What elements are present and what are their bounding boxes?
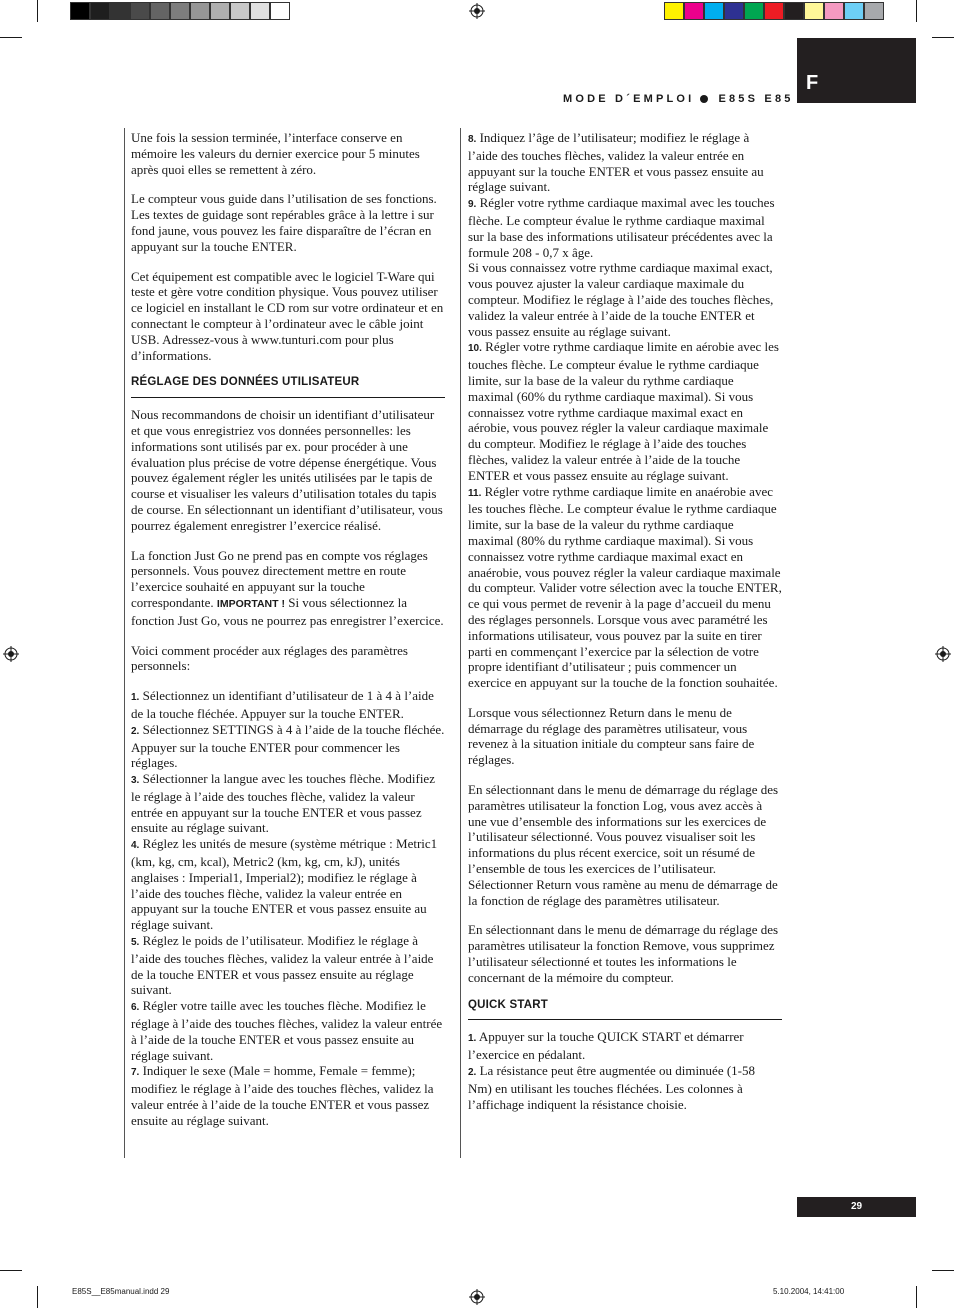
- step-number: 2.: [468, 1067, 477, 1079]
- paragraph: [131, 548, 445, 629]
- registration-mark-icon: [469, 1289, 485, 1305]
- crop-mark: [0, 37, 22, 38]
- step-text: Régler votre rythme cardiaque limite en anaérobie avec les touches flèche. Le compteur évalue le rythme cardiaque limite, sur la base de la valeur du rythme cardiaque maximal (80% du rythme cardiaque maximal). Si vous connaissez votre rythme cardiaque maximal exact en anaérobie, vous pouvez régler la valeur cardiaque maximale du compteur. Valider votre sélection avec la touche ENTER, ce qui vous permet de revenir à la page d’accueil du menu des réglages personnels. Lorsque vous avec paramétré les informations utilisateur, vous pouvez par la suite en tirer parti en commençant l’exercice par la sélection de votre propre identifiant d’utilisateur ; puis commencer un exercice en appuyant sur la touche de la fonction souhaitée.: [468, 483, 782, 691]
- numbered-step: [468, 339, 782, 483]
- numbered-step: [468, 195, 782, 260]
- section-heading: QUICK START: [468, 998, 782, 1021]
- step-text: Sélectionnez SETTINGS à 4 à l’aide de la touche fléchée. Appuyer sur la touche ENTER pour commencer les réglages.: [131, 721, 445, 771]
- step-number: 4.: [131, 840, 140, 852]
- header-model: E85S E85: [718, 93, 794, 105]
- step-text: Sélectionner la langue avec les touches flèche. Modifiez le réglage à l’aide des touches flèche, validez la valeur entrée en appuyant sur la touche ENTER et vous passez ensuite au réglage suivant.: [131, 771, 435, 836]
- left-column: [131, 130, 445, 1129]
- gray-swatch: [70, 2, 90, 20]
- step-number: 3.: [131, 775, 140, 787]
- right-column: [468, 130, 782, 1112]
- step-number: 8.: [468, 134, 477, 145]
- step-text: Réglez les unités de mesure (système métrique : Metric1 (km, kg, cm, kcal), Metric2 (km, kg, cm, kJ), unités anglaises : Imperial1, Imperial2); modifiez le réglage à l’aide des touches flèche, validez la valeur entrée en appuyant sur la touche ENTER et vous passez ensuite au réglage suivant.: [131, 836, 438, 933]
- crop-mark: [37, 1286, 38, 1308]
- paragraph: En sélectionnant dans le menu de démarrage du réglage des paramètres utilisateur la fonction Log, vous avez accès à une vue d’ensemble des informations sur les exercices de l’utilisateur sélectionné. Vous pouvez visualiser soit les informations du plus récent exercice, soit un résumé de l’ensemble de tous les exercices de l’utilisateur. Sélectionner Return vous ramène au menu de démarrage de la fonction de réglage des paramètres utilisateur.: [468, 782, 779, 908]
- column-rule-left: [124, 128, 125, 1158]
- step-number: 6.: [131, 1002, 140, 1014]
- step-list: [468, 1029, 782, 1112]
- paragraph: Nous recommandons de choisir un identifiant d’utilisateur et que vous enregistriez vos données personnelles: les informations sont utilisés par ex. pour procéder à une évaluation plus précise de votre dépense énergétique. Vous pouvez également régler les unités utilisées par le tapis de course et visualiser les valeurs d’utilisation totales du tapis de course. En sélectionnant un identifiant d’utilisateur, vous pourrez également enregistrer l’exercice réalisé.: [131, 407, 443, 533]
- paragraph: En sélectionnant dans le menu de démarrage du réglage des paramètres utilisateur la fonction Remove, vous supprimez l’utilisateur sélectionné et toutes les informations le concernant de la mémoire du compteur.: [468, 922, 779, 985]
- step-number: 11.: [468, 487, 482, 499]
- footer-timestamp: 5.10.2004, 14:41:00: [773, 1287, 845, 1296]
- color-swatch: [744, 2, 764, 20]
- step-number: 9.: [468, 199, 477, 211]
- numbered-step: [468, 1029, 782, 1063]
- step-number: 7.: [131, 1067, 140, 1079]
- registration-mark-icon: [3, 646, 19, 662]
- numbered-step: [131, 722, 445, 771]
- crop-mark: [916, 1286, 917, 1308]
- step-text: Appuyer sur la touche QUICK START et démarrer l’exercice en pédalant.: [468, 1029, 744, 1063]
- step-text: Sélectionnez un identifiant d’utilisateur de 1 à 4 à l’aide de la touche fléchée. Appuyer sur la touche ENTER.: [131, 688, 434, 721]
- gray-swatch: [190, 2, 210, 20]
- paragraph: Voici comment procéder aux réglages des paramètres personnels:: [131, 642, 408, 674]
- numbered-step: [131, 1063, 445, 1128]
- step-number: 5.: [131, 937, 140, 949]
- footer-file-name: E85S__E85manual.indd 29: [72, 1287, 170, 1296]
- gray-swatch: [270, 2, 290, 20]
- step-text: Réglez le poids de l’utilisateur. Modifiez le réglage à l’aide des touches flèches, validez la valeur entrée à l’aide de la touche ENTER et vous passez ensuite au réglage suivant.: [131, 933, 434, 998]
- numbered-step: [131, 933, 445, 998]
- numbered-step: [468, 130, 782, 195]
- step-text: Régler votre taille avec les touches flèche. Modifiez le réglage à l’aide des touches flèches, validez la valeur entrée à l’aide de la touche ENTER et vous passez ensuite au réglage suivant.: [131, 998, 443, 1063]
- running-header: [563, 93, 794, 105]
- numbered-step: [468, 484, 782, 691]
- gray-swatch: [150, 2, 170, 20]
- color-swatch: [824, 2, 844, 20]
- language-letter: F: [806, 72, 819, 94]
- step-number: 2.: [131, 725, 140, 737]
- color-swatch: [784, 2, 804, 20]
- column-rule-middle: [460, 128, 461, 1158]
- gray-swatch: [250, 2, 270, 20]
- numbered-step: [131, 836, 445, 933]
- step-text: La résistance peut être augmentée ou diminuée (1-58 Nm) en utilisant les touches fléchées. Les colonnes à l’affichage indiquent la résistance choisie.: [468, 1063, 756, 1112]
- numbered-step: [131, 998, 445, 1063]
- paragraph: Lorsque vous sélectionnez Return dans le menu de démarrage du réglage des paramètres utilisateur, vous revenez à la situation initiale du compteur sans faire de réglages.: [468, 704, 755, 768]
- step-list: [131, 688, 445, 1129]
- gray-swatch: [130, 2, 150, 20]
- step-text: Indiquer le sexe (Male = homme, Female = femme); modifiez le réglage à l’aide des touches flèches, validez la valeur entrée à l’aide de la touche ENTER et vous passez ensuite au réglage suivant.: [131, 1063, 434, 1128]
- crop-mark: [932, 1270, 954, 1271]
- numbered-step: [131, 771, 445, 836]
- paragraph: Une fois la session terminée, l’interface conserve en mémoire les valeurs du dernier exercice pour 5 minutes après quoi elles se remettent à zéro.: [131, 130, 420, 177]
- step-number: 1.: [131, 692, 140, 704]
- numbered-step: [468, 1063, 782, 1112]
- color-swatch: [704, 2, 724, 20]
- crop-mark: [932, 37, 954, 38]
- step-extra-text: Si vous connaissez votre rythme cardiaque maximal exact, vous pouvez ajuster la valeur cardiaque maximale du compteur. Modifiez le réglage à l’aide des touches flèches, validez la valeur entrée à l’aide de la touche ENTER et vous passez ensuite au réglage suivant.: [468, 260, 774, 339]
- step-text: Régler votre rythme cardiaque limite en aérobie avec les touches flèche. Le compteur évalue le rythme cardiaque limite, sur la base de la valeur du rythme cardiaque maximal (60% du rythme cardiaque maximal). Si vous connaissez votre rythme cardiaque maximal exact en aérobie, vous pouvez régler la valeur cardiaque maximale du compteur. Modifiez le réglage à l’aide des touches flèches, validez la valeur entrée à l’aide de la touche ENTER et vous passez ensuite au réglage suivant.: [468, 339, 779, 483]
- crop-mark: [37, 0, 38, 22]
- color-swatch: [864, 2, 884, 20]
- gray-swatch: [230, 2, 250, 20]
- header-mode-emploi: MODE D´EMPLOI: [563, 93, 695, 105]
- paragraph: Le compteur vous guide dans l’utilisation de ses fonctions. Les textes de guidage sont repérables grâce à la lettre i sur fond jaune, vous pouvez les faire disparaître de l’écran en appuyant sur la touche ENTER.: [131, 191, 437, 254]
- paragraph: Cet équipement est compatible avec le logiciel T-Ware qui teste et gère votre condition physique. Vous pouvez utiliser ce logiciel en installant le CD rom sur votre ordinateur et en connectant le compteur à l’ordinateur avec le câble joint USB. Adressez-vous à www.tunturi.com pour plus d’informations.: [131, 268, 444, 363]
- gray-swatch: [170, 2, 190, 20]
- paragraph-text: La fonction Just Go ne prend pas en compte vos réglages personnels. Vous pouvez directement mettre en route l’exercice souhaité en appuyant sur la touche correspondante.: [131, 547, 428, 610]
- important-label: IMPORTANT !: [216, 597, 285, 610]
- page-number: 29: [797, 1197, 916, 1217]
- gray-swatch: [210, 2, 230, 20]
- section-heading: RÉGLAGE DES DONNÉES UTILISATEUR: [131, 375, 445, 398]
- paragraph-text: Si vous sélectionnez la fonction Just Go, vous ne pourrez pas enregistrer l’exercice.: [131, 594, 444, 628]
- step-number: 1.: [468, 1033, 477, 1045]
- step-text: Indiquez l’âge de l’utilisateur; modifiez le réglage à l’aide des touches flèches, validez la valeur entrée en appuyant sur la touche ENTER et vous passez ensuite au réglage suivant.: [468, 130, 764, 195]
- gray-swatch: [110, 2, 130, 20]
- color-swatch: [684, 2, 704, 20]
- step-list: [468, 130, 782, 691]
- numbered-step: [131, 688, 445, 722]
- step-text: Régler votre rythme cardiaque maximal avec les touches flèche. Le compteur évalue le rythme cardiaque maximal sur la base des informations utilisateur précédentes avec la formule 208 - 0,7 x âge.: [468, 195, 775, 260]
- crop-mark: [0, 1270, 22, 1271]
- color-swatch: [764, 2, 784, 20]
- color-swatch: [844, 2, 864, 20]
- color-swatch: [664, 2, 684, 20]
- crop-mark: [916, 0, 917, 22]
- bullet-dot-icon: [700, 95, 708, 103]
- registration-mark-icon: [469, 3, 485, 19]
- color-swatch: [804, 2, 824, 20]
- registration-mark-icon: [935, 646, 951, 662]
- step-number: 10.: [468, 343, 482, 355]
- color-swatch: [724, 2, 744, 20]
- gray-swatch: [90, 2, 110, 20]
